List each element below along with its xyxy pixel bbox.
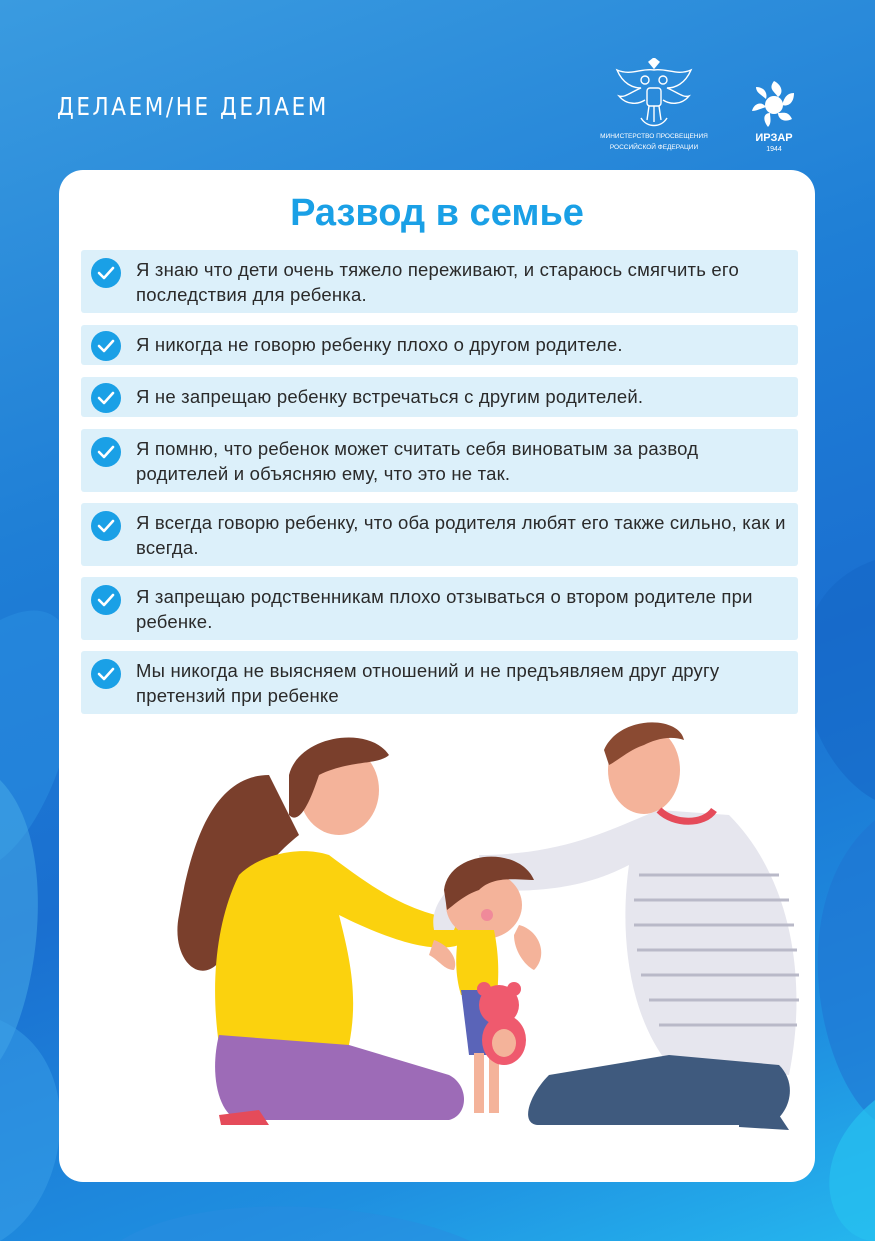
child-cheek — [481, 909, 493, 921]
list-item-text: Я всегда говорю ребенку, что оба родителя любят его также сильно, как и всегда. — [136, 512, 786, 558]
check-circle-icon — [91, 585, 121, 615]
check-circle-icon — [91, 659, 121, 689]
mother-sweater — [215, 851, 464, 1045]
list-item-text: Я знаю что дети очень тяжело переживают, и стараюсь смягчить его последствия для ребенка. — [136, 259, 739, 305]
list-item-text: Я не запрещаю ребенку встречаться с другим родителей. — [136, 386, 644, 407]
check-circle-icon — [91, 437, 121, 467]
child-leg — [474, 1053, 484, 1113]
ministry-logo — [596, 58, 712, 152]
father-hand — [514, 925, 541, 970]
list-item-text: Мы никогда не выясняем отношений и не предъявляем друг другу претензий при ребенке — [136, 660, 720, 706]
teddy-bear-belly — [492, 1029, 516, 1057]
content-card — [59, 170, 815, 1182]
list-item — [81, 577, 798, 640]
list-item — [81, 651, 798, 714]
list-item-text: Я запрещаю родственникам плохо отзываться о втором родителе при ребенке. — [136, 586, 753, 632]
list-item — [81, 377, 798, 417]
family-illustration — [149, 715, 809, 1185]
teddy-bear-ear — [477, 982, 491, 996]
irzar-logo — [722, 55, 826, 159]
double-headed-eagle-icon — [611, 58, 697, 130]
check-circle-icon — [91, 331, 121, 361]
child-shirt — [456, 930, 498, 995]
check-circle-icon — [91, 511, 121, 541]
irzar-name: ИРЗАР — [755, 132, 793, 144]
ministry-caption-2: РОССИЙСКОЙ ФЕДЕРАЦИИ — [609, 144, 699, 151]
check-circle-icon — [91, 258, 121, 288]
list-item — [81, 503, 798, 566]
list-item-text: Я помню, что ребенок может считать себя виноватым за развод родителей и объясняю ему, что это не так. — [136, 438, 699, 484]
ministry-caption-1: МИНИСТЕРСТВО ПРОСВЕЩЕНИЯ — [600, 133, 708, 140]
irzar-year: 1944 — [766, 146, 782, 153]
list-item — [81, 325, 798, 365]
check-circle-icon — [91, 383, 121, 413]
teddy-bear-ear — [507, 982, 521, 996]
header-title: ДЕЛАЕМ/НЕ ДЕЛАЕМ — [57, 92, 329, 121]
list-item — [81, 429, 798, 492]
list-item-text: Я никогда не говорю ребенку плохо о другом родителе. — [136, 334, 623, 355]
mother-pants — [215, 1035, 464, 1120]
list-item — [81, 250, 798, 313]
card-title: Развод в семье — [290, 192, 584, 234]
